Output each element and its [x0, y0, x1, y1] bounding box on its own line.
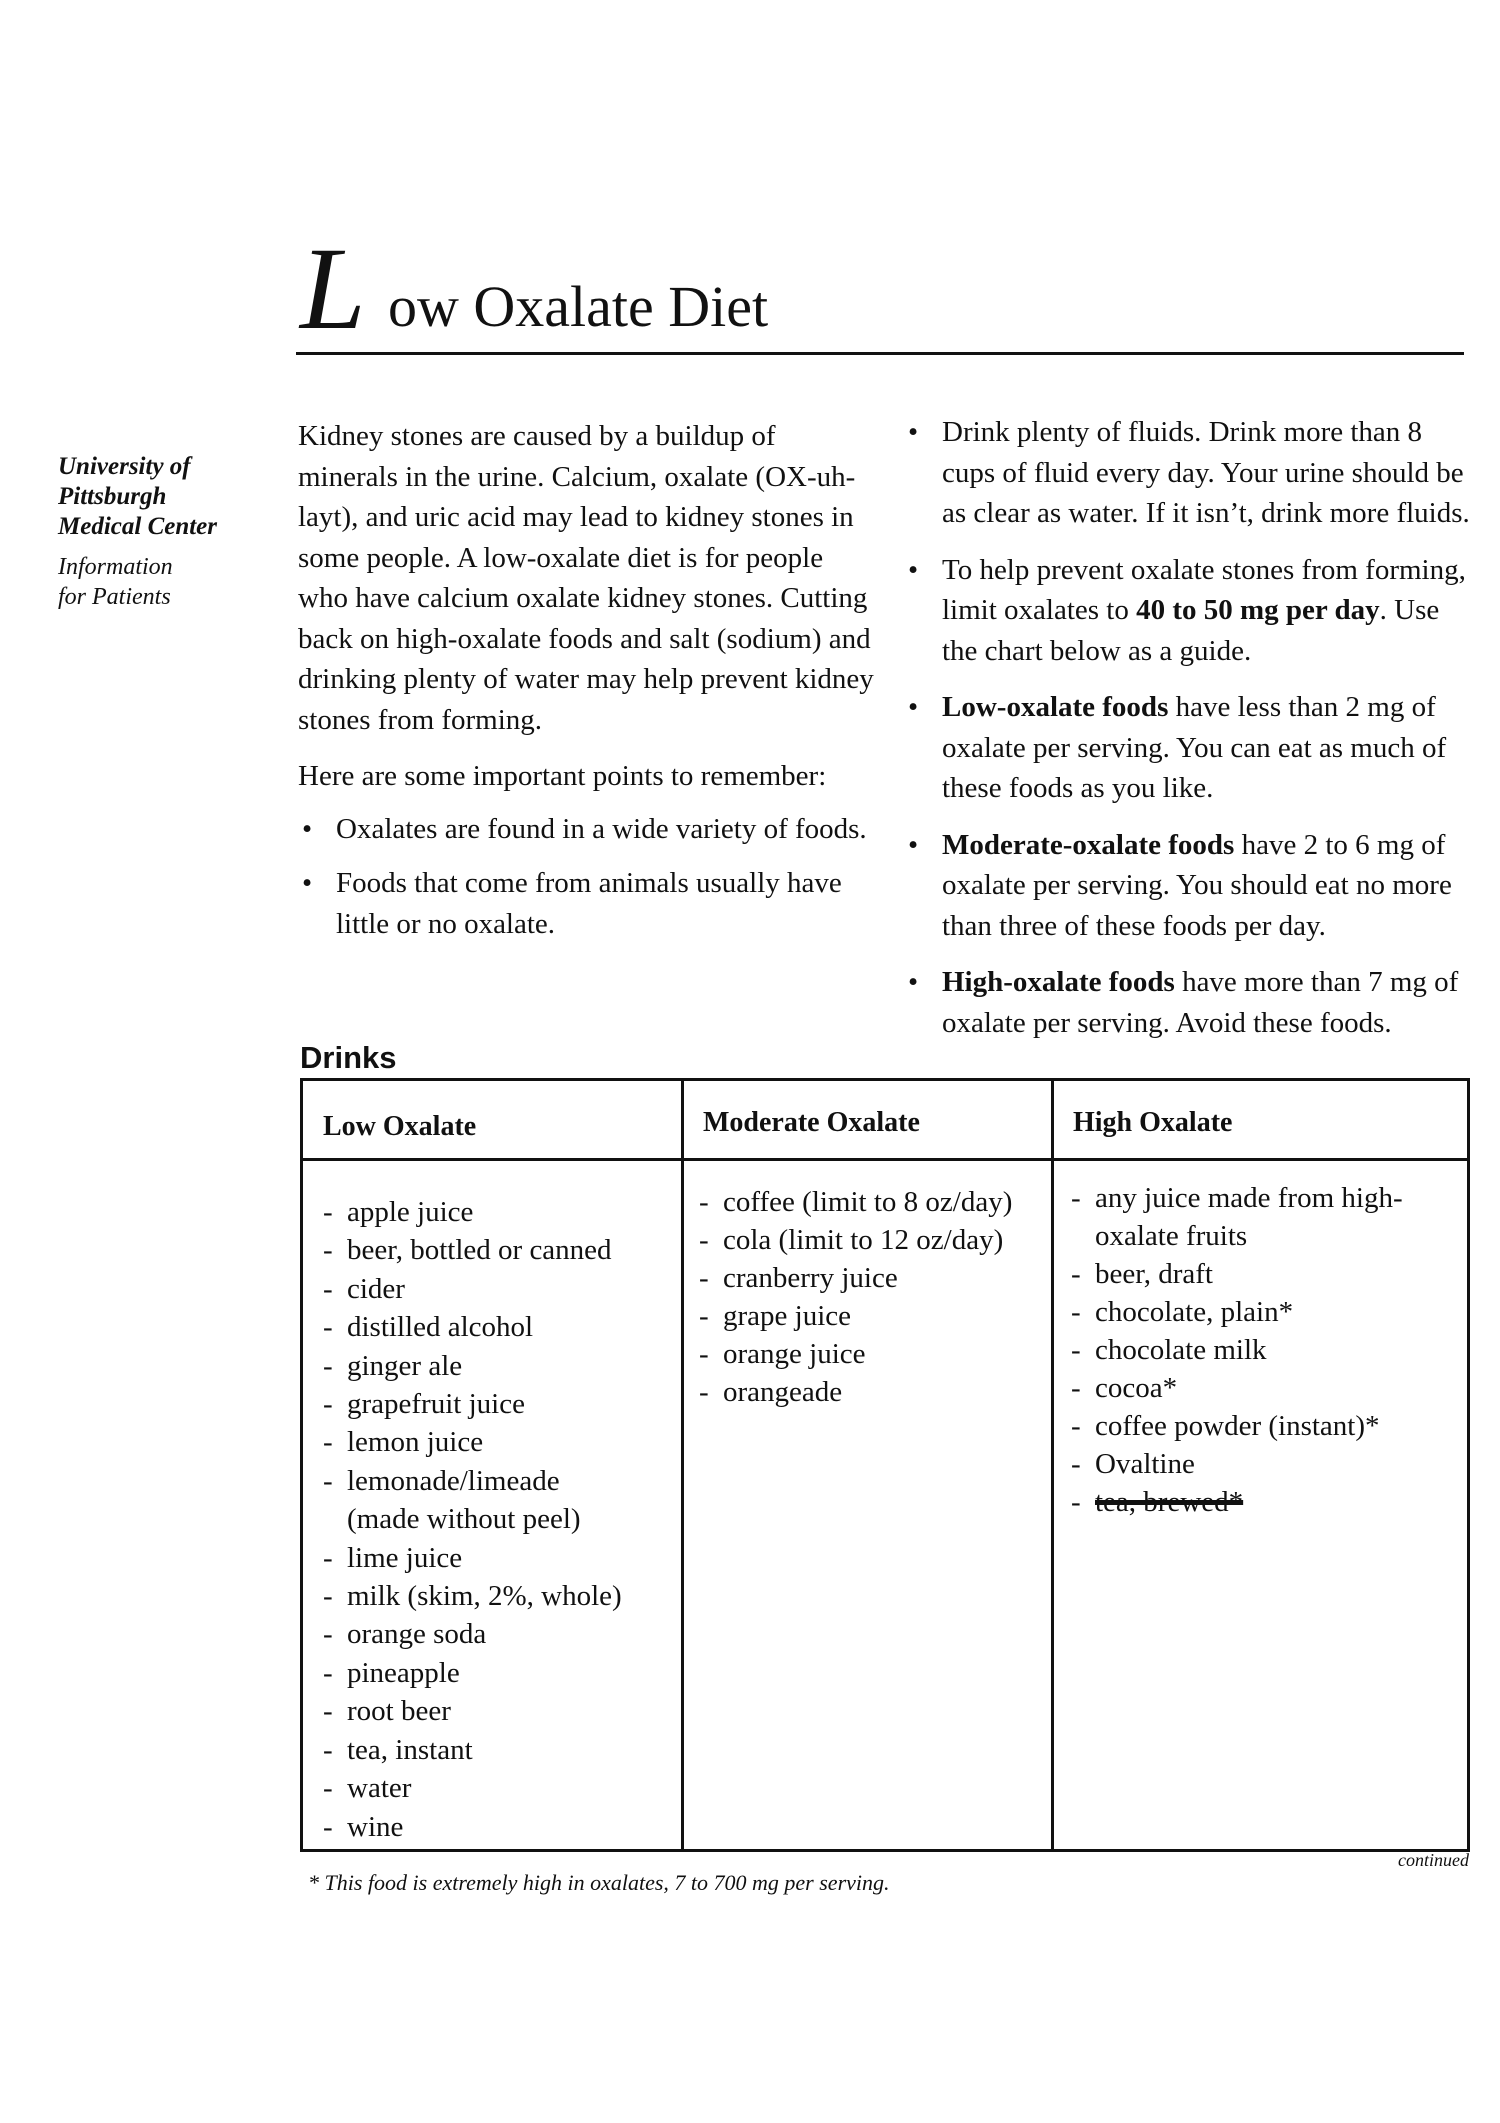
list-item: [317, 1270, 667, 1308]
list-item: [317, 1577, 667, 1615]
bullet-icon: •: [302, 867, 313, 899]
footnote: * This food is extremely high in oxalates, 7 to 700 mg per serving.: [308, 1870, 890, 1895]
list-item: [904, 825, 1474, 947]
item-text: distilled alcohol: [347, 1311, 534, 1344]
list-item: [904, 962, 1474, 1043]
item-text: ginger ale: [347, 1349, 463, 1382]
dash-icon: -: [323, 1234, 333, 1267]
dash-icon: -: [1071, 1258, 1081, 1290]
column-divider: [1051, 1081, 1054, 1849]
item-text: any juice made from high-oxalate fruits: [1095, 1182, 1403, 1252]
title-divider: [296, 352, 1464, 355]
list-item: [693, 1221, 1043, 1259]
list-item-struck: [1065, 1483, 1455, 1521]
bullet-bold: Low-oxalate foods: [942, 691, 1169, 723]
bullet-icon: •: [908, 553, 919, 586]
info-line: Information: [58, 554, 173, 580]
list-item: [1065, 1407, 1455, 1445]
item-text: orange juice: [723, 1338, 866, 1370]
bullet-icon: •: [908, 416, 919, 448]
item-text: orangeade: [723, 1376, 843, 1408]
dash-icon: -: [1071, 1182, 1081, 1214]
bullet-text: have less than 2 mg of oxalate per serving. You can eat as much of these foods as you like.: [942, 691, 1447, 804]
intro-column-right: [904, 412, 1474, 1059]
bullet-text: have 2 to 6 mg of oxalate per serving. You should eat no more than three of these foods per day.: [942, 828, 1452, 942]
sidebar-organization: [58, 452, 258, 612]
item-text: lemonade/limeade: [347, 1464, 560, 1497]
info-line: for Patients: [58, 584, 171, 610]
list-item-continuation: [317, 1500, 667, 1538]
org-line: Medical Center: [58, 513, 218, 540]
dash-icon: -: [323, 1618, 333, 1651]
item-text-struck: tea, brewed*: [1095, 1486, 1244, 1518]
item-text: pineapple: [347, 1656, 460, 1689]
dash-icon: -: [323, 1656, 333, 1689]
dash-icon: -: [323, 1810, 333, 1843]
list-item: [317, 1308, 667, 1346]
list-item: [317, 1462, 667, 1500]
list-item: [1065, 1255, 1455, 1293]
dash-icon: -: [323, 1733, 333, 1766]
bullet-icon: •: [908, 966, 919, 998]
column-divider: [681, 1081, 684, 1849]
patient-info-label: [58, 552, 258, 612]
dash-icon: -: [323, 1541, 333, 1574]
item-text: lime juice: [347, 1541, 463, 1574]
list-item: [904, 687, 1474, 809]
list-item: [1065, 1293, 1455, 1331]
list-item: [317, 1193, 667, 1231]
dash-icon: -: [1071, 1296, 1081, 1328]
intro-paragraph: Kidney stones are caused by a buildup of minerals in the urine. Calcium, oxalate (OX-uh-layt), and uric acid may lead to kidney stones in some people. A low-oxalate diet is for people who have calcium oxalate kidney stones. Cutting back on high-oxalate foods and salt (sodium) and drinking plenty of water may help prevent kidney stones from forming.: [298, 420, 874, 736]
points-list-right: [904, 412, 1474, 1043]
dash-icon: -: [1071, 1486, 1081, 1518]
list-item: [317, 1539, 667, 1577]
bullet-text: have more than 7 mg of oxalate per serving. Avoid these foods.: [942, 966, 1459, 1039]
bullet-bold: 40 to 50 mg per day: [1136, 594, 1380, 626]
bullet-text: Foods that come from animals usually have little or no oxalate.: [336, 867, 842, 940]
list-item: [904, 412, 1474, 534]
item-text: Ovaltine: [1095, 1448, 1195, 1480]
list-item: [298, 809, 878, 850]
dash-icon: -: [1071, 1372, 1081, 1404]
item-text: cola (limit to 12 oz/day): [723, 1224, 1004, 1256]
bullet-text: Oxalates are found in a wide variety of foods.: [336, 812, 867, 845]
dash-icon: -: [323, 1464, 333, 1497]
list-item: [317, 1347, 667, 1385]
title-initial: L: [300, 223, 366, 354]
item-text: cranberry juice: [723, 1262, 898, 1294]
list-item: [693, 1335, 1043, 1373]
item-text: orange soda: [347, 1618, 487, 1651]
bullet-bold: High-oxalate foods: [942, 966, 1175, 998]
list-item: [317, 1654, 667, 1692]
header-divider: [303, 1158, 1467, 1161]
item-text: cocoa*: [1095, 1372, 1178, 1404]
section-heading-drinks: Drinks: [300, 1040, 397, 1075]
column-header-moderate: Moderate Oxalate: [703, 1107, 920, 1138]
continued-note: continued: [1398, 1850, 1469, 1870]
bullet-text: To help prevent oxalate stones from forming, limit oxalates to: [942, 553, 1466, 626]
list-item: [298, 863, 878, 944]
list-item: [317, 1231, 667, 1269]
item-text: beer, draft: [1095, 1258, 1213, 1290]
list-item: [317, 1692, 667, 1730]
dash-icon: -: [323, 1772, 333, 1805]
bullet-bold: Moderate-oxalate foods: [942, 828, 1235, 861]
list-item: [317, 1423, 667, 1461]
list-item: [693, 1373, 1043, 1411]
item-text: milk (skim, 2%, whole): [347, 1580, 622, 1613]
item-text: tea, instant: [347, 1733, 473, 1766]
bullet-text: . Use the chart below as a guide.: [942, 594, 1440, 667]
list-item: [1065, 1445, 1455, 1483]
list-item: [317, 1615, 667, 1653]
item-text: beer, bottled or canned: [347, 1234, 612, 1267]
dash-icon: -: [1071, 1448, 1081, 1480]
dash-icon: -: [323, 1388, 333, 1421]
org-line: University of: [58, 453, 191, 480]
drinks-table: [300, 1078, 1470, 1852]
item-text: water: [347, 1772, 412, 1805]
dash-icon: -: [699, 1186, 709, 1218]
dash-icon: -: [699, 1376, 709, 1408]
dash-icon: -: [699, 1224, 709, 1256]
item-text: root beer: [347, 1695, 451, 1728]
item-text: (made without peel): [347, 1503, 581, 1536]
list-item: [317, 1808, 667, 1846]
bullet-icon: •: [908, 691, 919, 723]
bullet-icon: •: [908, 828, 919, 861]
list-item: [1065, 1369, 1455, 1407]
item-text: grape juice: [723, 1300, 852, 1332]
low-oxalate-list: [317, 1193, 667, 1846]
dash-icon: -: [323, 1580, 333, 1613]
bullet-text: Drink plenty of fluids. Drink more than 8 cups of fluid every day. Your urine should be as clear as water. If it isn’t, drink more fluids.: [942, 416, 1470, 529]
list-item: [317, 1385, 667, 1423]
dash-icon: -: [323, 1695, 333, 1728]
title-text: ow Oxalate Diet: [388, 274, 769, 339]
item-text: grapefruit juice: [347, 1388, 525, 1421]
dash-icon: -: [1071, 1410, 1081, 1442]
column-header-low: Low Oxalate: [323, 1111, 477, 1142]
dash-icon: -: [323, 1426, 333, 1459]
dash-icon: -: [323, 1272, 333, 1305]
dash-icon: -: [699, 1300, 709, 1332]
list-item: [1065, 1179, 1455, 1255]
dash-icon: -: [323, 1196, 333, 1228]
list-item: [317, 1731, 667, 1769]
item-text: apple juice: [347, 1196, 474, 1228]
high-oxalate-list: [1065, 1179, 1455, 1521]
item-text: wine: [347, 1810, 404, 1843]
bullet-icon: •: [302, 812, 313, 845]
org-line: Pittsburgh: [58, 483, 167, 510]
list-item: [904, 550, 1474, 672]
item-text: chocolate milk: [1095, 1334, 1267, 1366]
list-item: [1065, 1331, 1455, 1369]
item-text: lemon juice: [347, 1426, 484, 1459]
points-heading: Here are some important points to remember:: [298, 760, 827, 792]
list-item: [693, 1297, 1043, 1335]
item-text: cider: [347, 1272, 405, 1305]
dash-icon: -: [699, 1338, 709, 1370]
moderate-oxalate-list: [693, 1183, 1043, 1411]
dash-icon: -: [699, 1262, 709, 1294]
dash-icon: -: [323, 1349, 333, 1382]
list-item: [317, 1769, 667, 1807]
list-item: [693, 1259, 1043, 1297]
item-text: coffee (limit to 8 oz/day): [723, 1186, 1013, 1218]
organization-name: [58, 452, 258, 542]
dash-icon: -: [323, 1311, 333, 1344]
item-text: chocolate, plain*: [1095, 1296, 1294, 1328]
list-item: [693, 1183, 1043, 1221]
column-header-high: High Oxalate: [1073, 1107, 1233, 1138]
intro-column-left: [298, 416, 878, 958]
points-list-left: [298, 809, 878, 945]
dash-icon: -: [1071, 1334, 1081, 1366]
item-text: coffee powder (instant)*: [1095, 1410, 1380, 1442]
